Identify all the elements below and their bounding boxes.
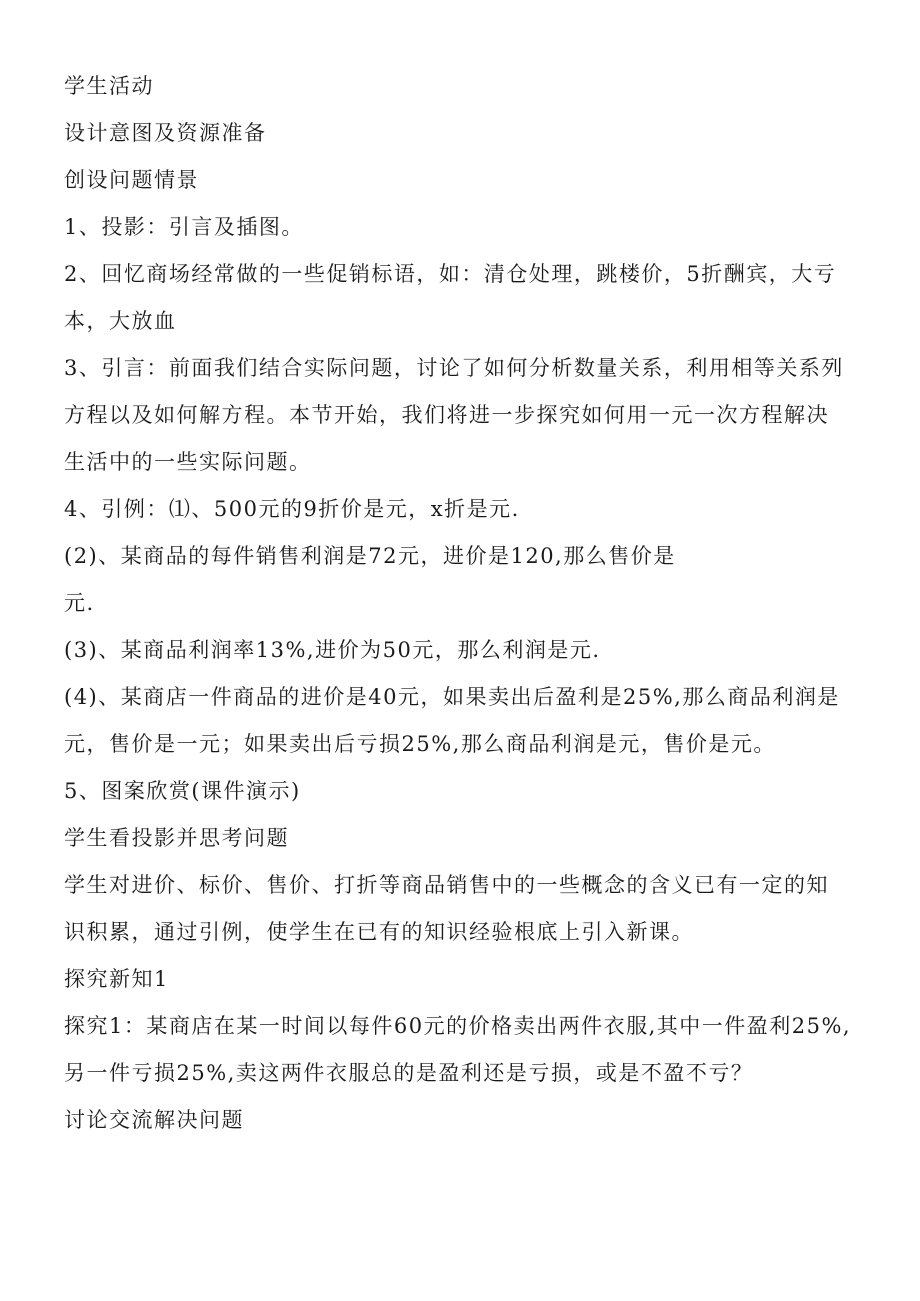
text-line: (2)、某商品的每件销售利润是72元，进价是120,那么售价是: [64, 544, 676, 568]
text-line: 探究1：某商店在某一时间以每件60元的价格卖出两件衣服,其中一件盈利25%,: [64, 1014, 852, 1038]
text-line: 学生看投影并思考问题: [64, 826, 289, 850]
text-line: 方程以及如何解方程。本节开始，我们将进一步探究如何用一元一次方程解决: [64, 403, 829, 427]
text-line: 生活中的一些实际问题。: [64, 450, 312, 474]
text-line: 另一件亏损25%,卖这两件衣服总的是盈利还是亏损，或是不盈不亏？: [64, 1061, 754, 1085]
document-page: [64, 68, 864, 1149]
heading-design-intent: 设计意图及资源准备: [64, 121, 267, 145]
text-line: 5、图案欣赏(课件演示): [64, 779, 301, 803]
text-line: 4、引例：⑴、500元的9折价是元，x折是元.: [64, 497, 520, 521]
text-line: 元.: [64, 591, 95, 615]
heading-discussion: 讨论交流解决问题: [64, 1108, 244, 1132]
heading-create-scenario: 创设问题情景: [64, 168, 199, 192]
text-line: 元，售价是一元；如果卖出后亏损25%,那么商品利润是元，售价是元。: [64, 732, 776, 756]
heading-explore-new-knowledge: 探究新知1: [64, 967, 169, 991]
text-line: (3)、某商品利润率13%,进价为50元，那么利润是元.: [64, 638, 601, 662]
text-line: 识积累，通过引例，使学生在已有的知识经验根底上引入新课。: [64, 920, 694, 944]
text-line: 1、投影：引言及插图。: [64, 215, 304, 239]
text-line: 学生对进价、标价、售价、打折等商品销售中的一些概念的含义已有一定的知: [64, 873, 829, 897]
text-line: 本，大放血: [64, 309, 177, 333]
heading-student-activity: 学生活动: [64, 74, 154, 98]
text-line: 2、回忆商场经常做的一些促销标语，如：清仓处理，跳楼价，5折酬宾，大亏: [64, 262, 837, 286]
text-line: 3、引言：前面我们结合实际问题，讨论了如何分析数量关系，利用相等关系列: [64, 356, 844, 380]
text-line: (4)、某商店一件商品的进价是40元，如果卖出后盈利是25%,那么商品利润是: [64, 685, 840, 709]
